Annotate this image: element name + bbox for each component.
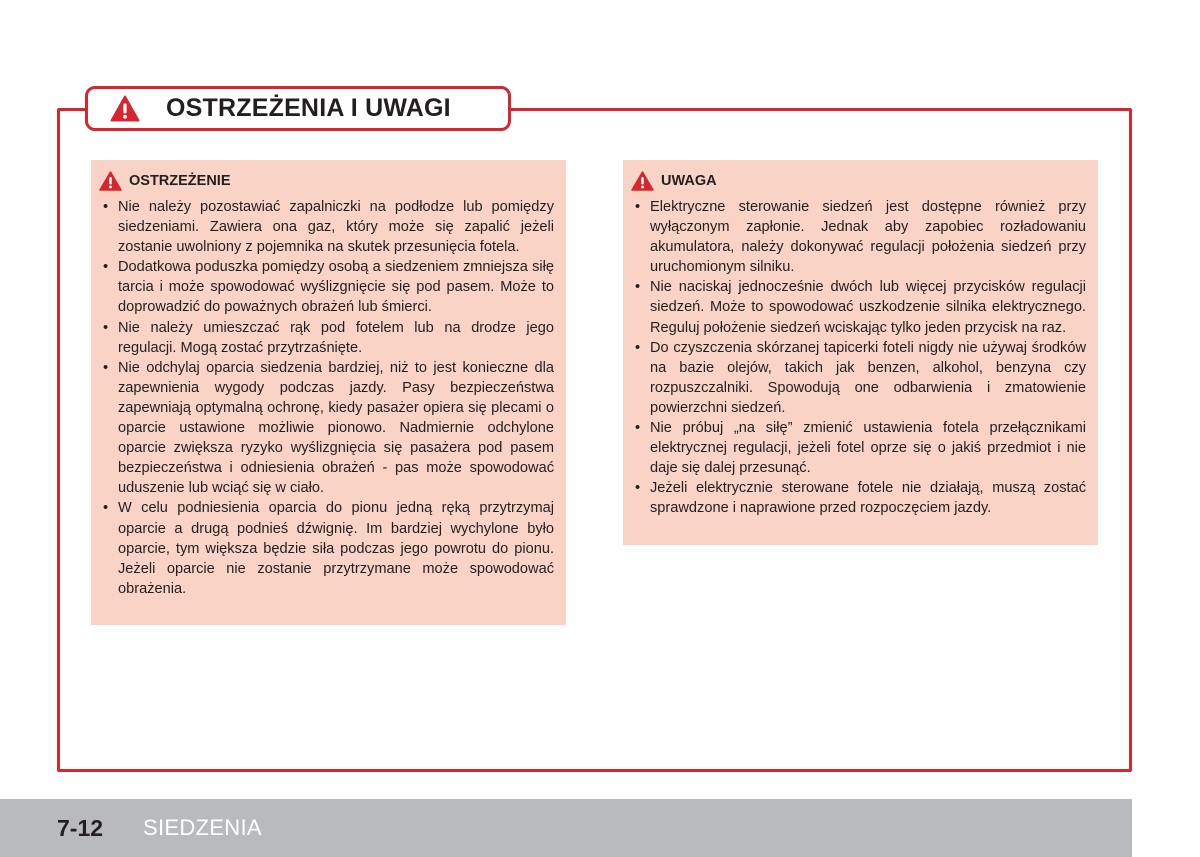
list-item: • Nie odchylaj oparcia siedzenia bardziej, niż to jest konieczne dla zapewnienia wygody podczas jazdy. Pasy bezpieczeństwa zapewniają optymalną ochronę, kiedy pasażer opiera się plecami o oparcie ustawione możliwie pionowo. Nadmiernie odchylone oparcie zwiększa ryzyko wyślizgnięcia się pasażera pod pasem bezpieczeństwa i odniesienia obrażeń - pas może spowodować uduszenie lub wciąć się w ciało. — [103, 359, 554, 497]
list-item: • Jeżeli elektrycznie sterowane fotele nie działają, muszą zostać sprawdzone i naprawione przed rozpoczęciem jazdy. — [635, 480, 1086, 517]
page-number: 7-12 — [57, 814, 104, 841]
warning-box-heading — [99, 170, 554, 192]
warning-triangle-icon — [631, 171, 654, 191]
list-item: • Nie naciskaj jednocześnie dwóch lub więcej przycisków regulacji siedzeń. Może to spowodować uszkodzenie silnika elektrycznego. Reguluj położenie siedzeń wciskając tylko jeden przycisk na raz. — [635, 279, 1086, 336]
list-item: • Nie próbuj „na siłę” zmienić ustawienia fotela przełącznikami elektrycznej regulacji, jeżeli fotel oprze się o jakiś przedmiot i nie daje się dalej przesunąć. — [635, 420, 1086, 477]
caution-box-heading — [631, 170, 1086, 192]
section-title-tab — [85, 86, 511, 131]
list-item: • Elektryczne sterowanie siedzeń jest dostępne również przy wyłączonym zapłonie. Jednak aby zapobiec rozładowaniu akumulatora, należy dokonywać regulacji położenia siedzeń przy uruchomionym silniku. — [635, 199, 1086, 276]
page-footer — [0, 799, 1132, 857]
list-item: • W celu podniesienia oparcia do pionu jedną ręką przytrzymaj oparcie a drugą podnieś dźwignię. Im bardziej wychylone było oparcie, tym większa będzie siła podczas jego powrotu do pionu. Jeżeli oparcie nie zostanie przytrzymane może spowodować obrażenia. — [103, 500, 554, 597]
page-title: OSTRZEŻENIA I UWAGI — [166, 94, 451, 122]
list-item: • Nie należy umieszczać rąk pod fotelem lub na drodze jego regulacji. Mogą zostać przytrzaśnięte. — [103, 319, 554, 356]
warning-triangle-icon — [110, 95, 140, 122]
list-item: • Dodatkowa poduszka pomiędzy osobą a siedzeniem zmniejsza siłę tarcia i może spowodować wyślizgnięcie się pod pasem. Może to doprowadzić do poważnych obrażeń lub śmierci. — [103, 259, 554, 316]
list-item: • Nie należy pozostawiać zapalniczki na podłodze lub pomiędzy siedzeniami. Zawiera ona gaz, który może się zapalić jeżeli zostanie uwolniony z pojemnika na skutek przesunięcia fotela. — [103, 199, 554, 256]
caution-list — [635, 197, 1086, 519]
warning-triangle-icon — [99, 171, 122, 191]
list-item: • Do czyszczenia skórzanej tapicerki foteli nigdy nie używaj środków na bazie olejów, takich jak benzen, alkohol, benzyna czy rozpuszczalniki. Spowodują one odbarwienia i zmatowienie powierzchni siedzeń. — [635, 339, 1086, 416]
warning-heading-text: OSTRZEŻENIE — [129, 173, 231, 189]
caution-heading-text: UWAGA — [661, 173, 717, 189]
section-name: SIEDZENIA — [143, 815, 262, 840]
caution-box — [623, 160, 1098, 545]
warning-list — [103, 197, 554, 599]
warning-box — [91, 160, 566, 625]
